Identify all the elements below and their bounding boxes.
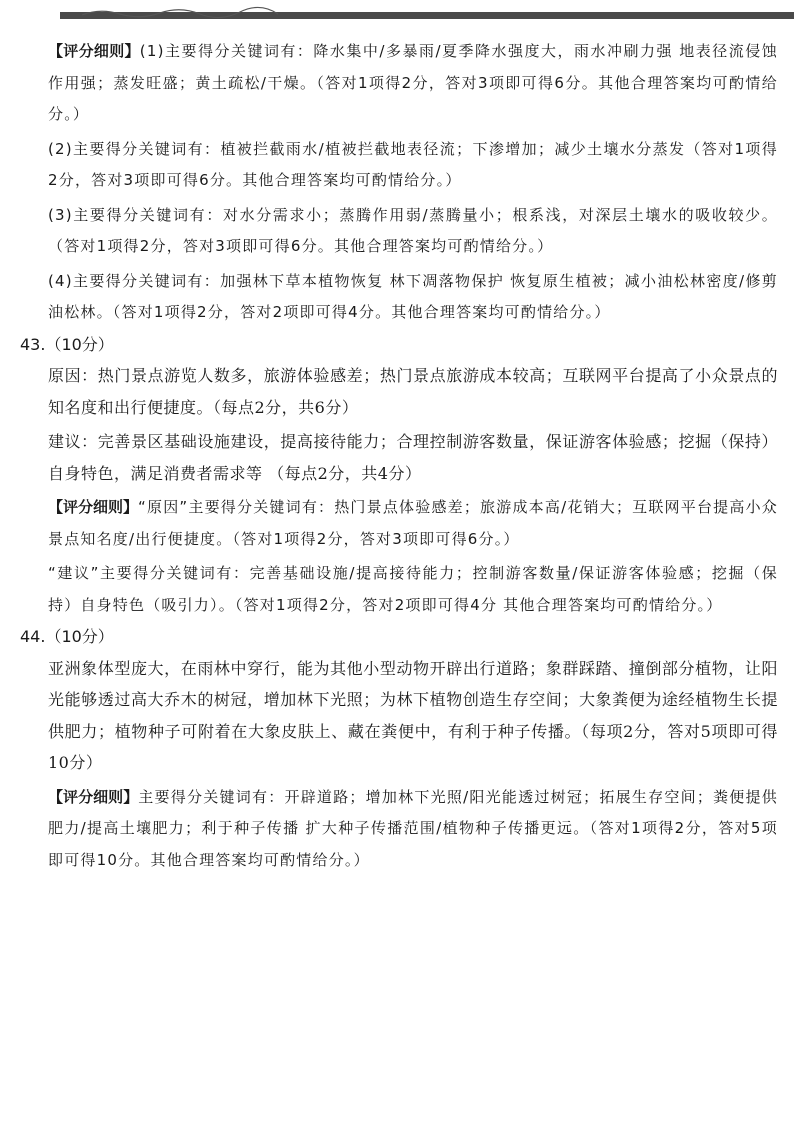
rubric-tag: 【评分细则】 bbox=[48, 498, 139, 516]
q42-rubric-1: 【评分细则】(1)主要得分关键词有：降水集中/多暴雨/夏季降水强度大，雨水冲刷力强 地表径流侵蚀作用强；蒸发旺盛；黄土疏松/干燥。（答对1项得2分，答对3项即可得6分。其他合理答案均可酌情给分。） bbox=[48, 42, 778, 123]
q44-rubric: 【评分细则】主要得分关键词有：开辟道路；增加林下光照/阳光能透过树冠；拓展生存空间；粪便提供肥力/提高土壤肥力；利于种子传播 扩大种子传播范围/植物种子传播更远。（答对1项得2分，答对5项即可得10分。其他合理答案均可酌情给分。） bbox=[48, 787, 778, 869]
scan-scribble-mark bbox=[80, 6, 280, 20]
q42-rubric-2: (2)主要得分关键词有：植被拦截雨水/植被拦截地表径流；下渗增加；减少土壤水分蒸发（答对1项得2分，答对3项即可得6分。其他合理答案均可酌情给分。） bbox=[48, 139, 778, 189]
rubric-tag: 【评分细则】 bbox=[48, 42, 140, 60]
q43-header: 43.（10分） bbox=[20, 334, 114, 354]
q44-answer: 亚洲象体型庞大，在雨林中穿行，能为其他小型动物开辟出行道路；象群踩踏、撞倒部分植物，让阳光能够透过高大乔木的树冠，增加林下光照；为林下植物创造生存空间；大象粪便为途经植物生长提供肥力；植物种子可附着在大象皮肤上、藏在粪便中，有利于种子传播。（每项2分，答对5项即可得10分） bbox=[48, 658, 778, 772]
q43-suggestion: 建议：完善景区基础设施建设，提高接待能力；合理控制游客数量，保证游客体验感；挖掘（保持）自身特色，满足消费者需求等 （每点2分，共4分） bbox=[48, 432, 778, 483]
q43-reason: 原因：热门景点游览人数多，旅游体验感差；热门景点旅游成本较高；互联网平台提高了小众景点的知名度和出行便捷度。（每点2分，共6分） bbox=[48, 366, 778, 417]
q43-rubric-reason: 【评分细则】“原因”主要得分关键词有：热门景点体验感差；旅游成本高/花销大；互联网平台提高小众景点知名度/出行便捷度。（答对1项得2分，答对3项即可得6分。） bbox=[48, 498, 778, 548]
q43-rubric-suggestion: “建议”主要得分关键词有：完善基础设施/提高接待能力；控制游客数量/保证游客体验感；挖掘（保持）自身特色（吸引力）。（答对1项得2分，答对2项即可得4分 其他合理答案均可酌情给分。） bbox=[48, 564, 778, 614]
q42-rubric-3: (3)主要得分关键词有：对水分需求小；蒸腾作用弱/蒸腾量小；根系浅，对深层土壤水的吸收较少。（答对1项得2分，答对3项即可得6分。其他合理答案均可酌情给分。） bbox=[48, 205, 778, 255]
rubric-tag: 【评分细则】 bbox=[48, 787, 139, 806]
answer-sheet bbox=[20, 36, 778, 876]
q42-rubric-4: (4)主要得分关键词有：加强林下草本植物恢复 林下凋落物保护 恢复原生植被；减小油松林密度/修剪油松林。（答对1项得2分，答对2项即可得4分。其他合理答案均可酌情给分。） bbox=[48, 271, 778, 321]
q44-header: 44.（10分） bbox=[20, 627, 114, 646]
